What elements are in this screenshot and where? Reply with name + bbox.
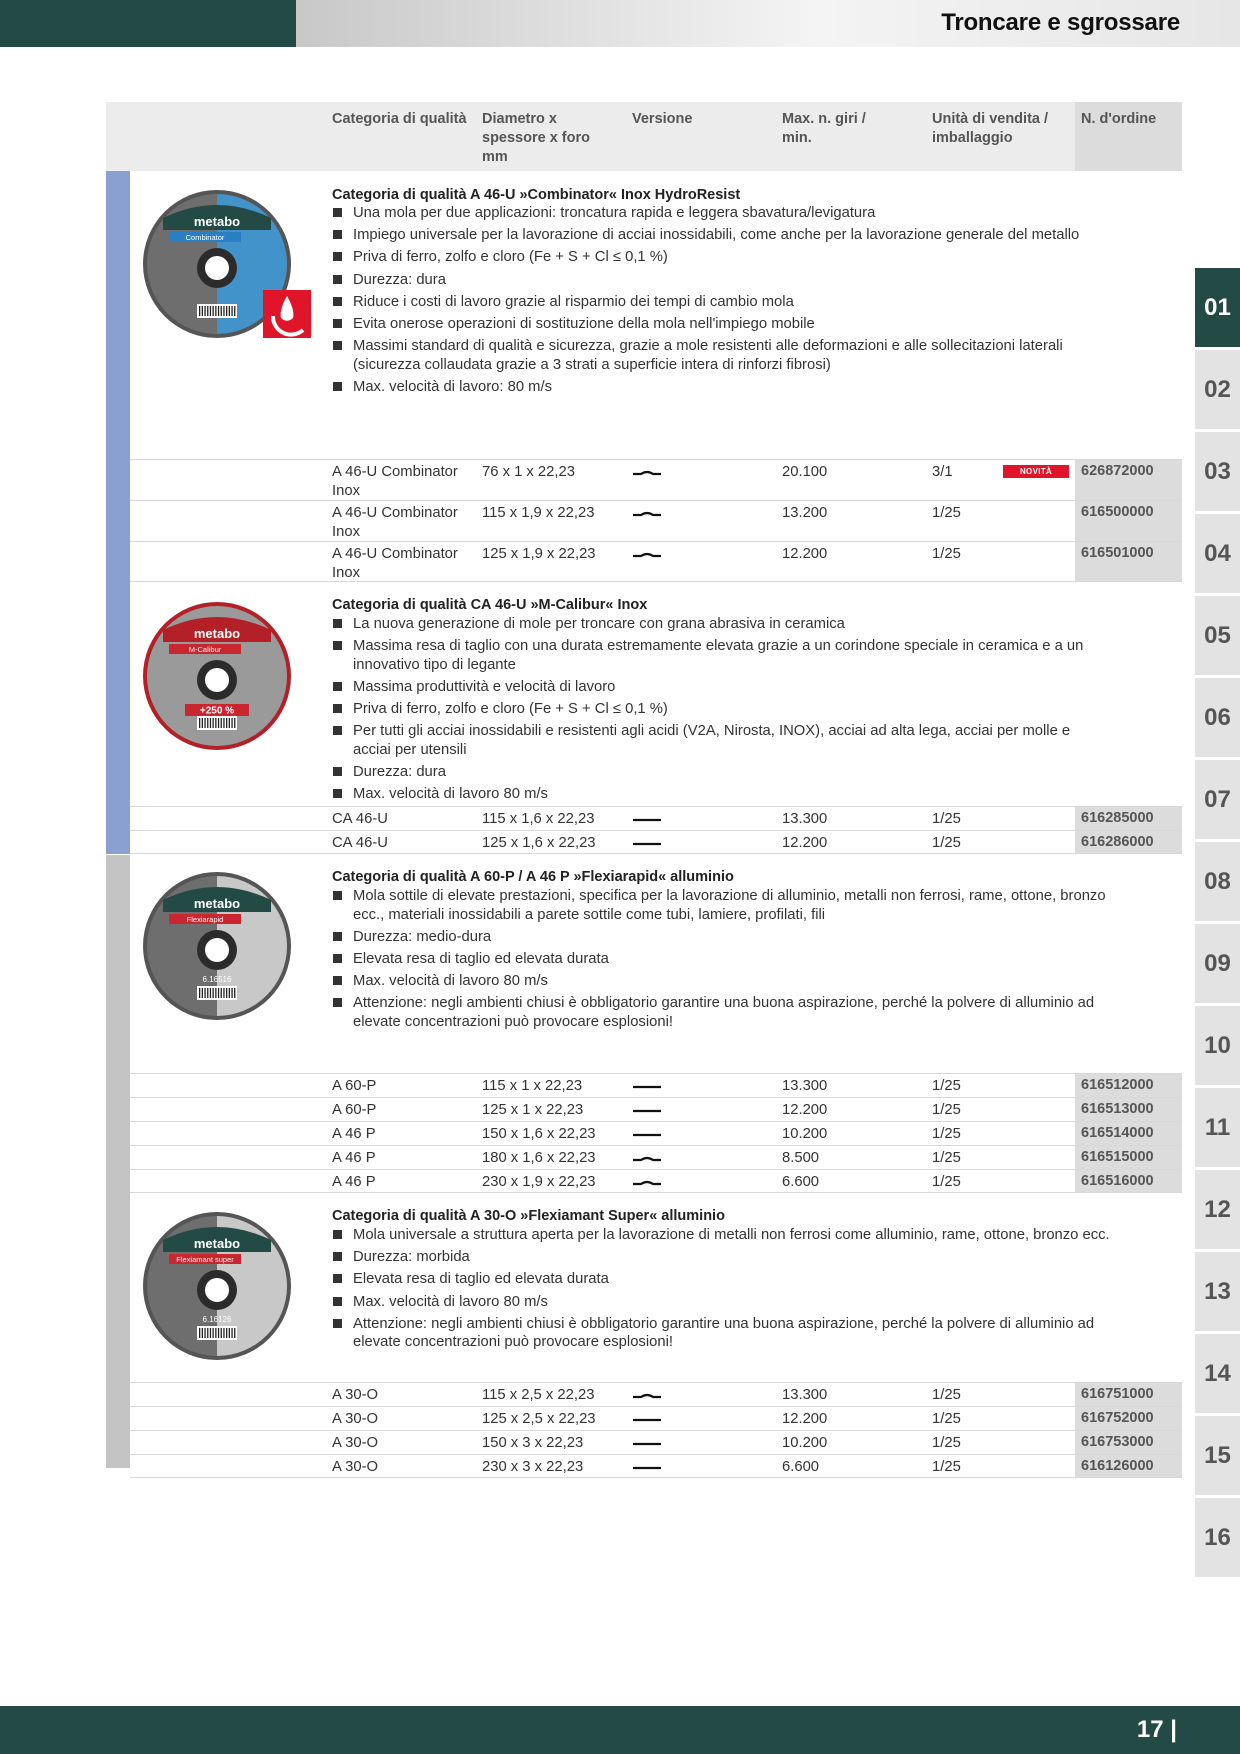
table-row bbox=[130, 1145, 1182, 1169]
section-rail bbox=[106, 855, 130, 1193]
cell-diameter: 125 x 1,9 x 22,23 bbox=[482, 546, 596, 562]
feature-item: Elevata resa di taglio ed elevata durata bbox=[332, 950, 1112, 969]
feature-item: Attenzione: negli ambienti chiusi è obbligatorio garantire una buona aspirazione, perché la polvere di alluminio ad elevate concentrazioni può provocare esplosioni! bbox=[332, 1315, 1112, 1352]
flat-disc-icon bbox=[632, 816, 662, 824]
feature-item: Per tutti gli acciai inossidabili e resistenti agli acidi (V2A, Nirosta, INOX), acciai ad alta lega, acciai per molle e acciai per utensili bbox=[332, 722, 1112, 759]
cell-quality: A 60-P bbox=[332, 1078, 377, 1094]
cell-rpm: 20.100 bbox=[782, 464, 828, 480]
cell-diameter: 125 x 1 x 22,23 bbox=[482, 1102, 584, 1118]
cell-quality: A 30-O bbox=[332, 1459, 379, 1475]
cell-order-number: 616514000 bbox=[1075, 1122, 1182, 1145]
tab-chapter-11[interactable]: 11 bbox=[1195, 1088, 1240, 1167]
cell-order-number: 616752000 bbox=[1075, 1407, 1182, 1430]
cell-quality: A 30-O bbox=[332, 1435, 379, 1451]
cell-quality: A 30-O bbox=[332, 1411, 379, 1427]
cell-diameter: 180 x 1,6 x 22,23 bbox=[482, 1150, 596, 1166]
cell-units: 1/25 bbox=[932, 1435, 961, 1451]
disc-badge-text: +250 % bbox=[199, 705, 235, 717]
feature-list bbox=[332, 204, 1112, 400]
section-title: Categoria di qualità A 30-O »Flexiamant Super« alluminio bbox=[332, 1208, 725, 1224]
disc-brand-text: metabo bbox=[193, 214, 241, 229]
cell-quality: A 46-U Combinator Inox bbox=[332, 546, 458, 581]
flat-disc-icon bbox=[632, 1416, 662, 1424]
cell-quality: A 46 P bbox=[332, 1174, 376, 1190]
cell-rpm: 8.500 bbox=[782, 1150, 820, 1166]
tab-chapter-04[interactable]: 04 bbox=[1195, 514, 1240, 593]
feature-item: Durezza: medio-dura bbox=[332, 928, 1112, 947]
tab-chapter-12[interactable]: 12 bbox=[1195, 1170, 1240, 1249]
cell-quality: A 60-P bbox=[332, 1102, 377, 1118]
flat-disc-icon bbox=[632, 1131, 662, 1139]
disc-label-text: Flexiamant super bbox=[176, 1255, 234, 1264]
disc-label-text: Flexiarapid bbox=[186, 915, 224, 924]
table-row bbox=[130, 830, 1182, 854]
header-brand-bar bbox=[0, 0, 296, 47]
tab-chapter-02[interactable]: 02 bbox=[1195, 350, 1240, 429]
tab-chapter-10[interactable]: 10 bbox=[1195, 1006, 1240, 1085]
chapter-tabs bbox=[1195, 268, 1240, 1580]
table-row bbox=[130, 541, 1182, 582]
col-units: Unità di vendita / imballaggio bbox=[932, 111, 1049, 146]
feature-item: Max. velocità di lavoro: 80 m/s bbox=[332, 378, 1112, 397]
cell-units: 1/25 bbox=[932, 811, 961, 827]
cell-diameter: 125 x 1,6 x 22,23 bbox=[482, 835, 596, 851]
cell-quality: A 46-U Combinator Inox bbox=[332, 464, 458, 499]
cell-quality: A 46 P bbox=[332, 1150, 376, 1166]
table-row bbox=[130, 1454, 1182, 1478]
disc-label-text: M-Calibur bbox=[188, 645, 222, 654]
cell-order-number: 616513000 bbox=[1075, 1098, 1182, 1121]
cell-diameter: 230 x 3 x 22,23 bbox=[482, 1459, 584, 1475]
section-title: Categoria di qualità A 46-U »Combinator« Inox HydroResist bbox=[332, 187, 741, 203]
tab-chapter-01[interactable]: 01 bbox=[1195, 268, 1240, 347]
cell-rpm: 13.200 bbox=[782, 505, 828, 521]
cell-units: 1/25 bbox=[932, 1078, 961, 1094]
table-header bbox=[106, 102, 1182, 171]
feature-item: Impiego universale per la lavorazione di acciai inossidabili, come anche per la lavorazione generale del metallo bbox=[332, 226, 1112, 245]
cell-order-number: 626872000 bbox=[1075, 460, 1182, 500]
col-version: Versione bbox=[632, 111, 693, 127]
depressed-centre-icon bbox=[632, 551, 662, 559]
table-row bbox=[130, 1430, 1182, 1454]
cell-quality: A 46-U Combinator Inox bbox=[332, 505, 458, 540]
cell-diameter: 150 x 3 x 22,23 bbox=[482, 1435, 584, 1451]
cell-diameter: 115 x 2,5 x 22,23 bbox=[482, 1387, 595, 1403]
section-title: Categoria di qualità CA 46-U »M-Calibur« Inox bbox=[332, 597, 648, 613]
tab-chapter-07[interactable]: 07 bbox=[1195, 760, 1240, 839]
cell-diameter: 125 x 2,5 x 22,23 bbox=[482, 1411, 596, 1427]
feature-item: Massimi standard di qualità e sicurezza, grazie a mole resistenti alle deformazioni e alle sollecitazioni laterali (sicurezza collaudata grazie a 3 strati a superficie intera di rinforzi fibrosi) bbox=[332, 337, 1112, 374]
novelty-badge: NOVITÀ bbox=[1003, 465, 1069, 478]
table-row bbox=[130, 1097, 1182, 1121]
cell-units: 1/25 bbox=[932, 1387, 961, 1403]
feature-item: Mola sottile di elevate prestazioni, specifica per la lavorazione di alluminio, metalli non ferrosi, rame, ottone, bronzo ecc., materiali inossidabili a parete sottile come tubi, lamiere, profilati, fili bbox=[332, 887, 1112, 924]
cell-quality: CA 46-U bbox=[332, 835, 388, 851]
cell-order-number: 616286000 bbox=[1075, 831, 1182, 853]
cell-rpm: 6.600 bbox=[782, 1174, 820, 1190]
cell-rpm: 13.300 bbox=[782, 811, 828, 827]
feature-item: Max. velocità di lavoro 80 m/s bbox=[332, 972, 1112, 991]
feature-item: Massima produttività e velocità di lavoro bbox=[332, 678, 1112, 697]
disc-code-text: 6.16516 bbox=[202, 975, 232, 984]
flat-disc-icon bbox=[632, 840, 662, 848]
feature-item: La nuova generazione di mole per troncare con grana abrasiva in ceramica bbox=[332, 615, 1112, 634]
cell-rpm: 12.200 bbox=[782, 1411, 828, 1427]
table-row bbox=[130, 1121, 1182, 1145]
cell-rpm: 13.300 bbox=[782, 1387, 828, 1403]
cell-units: 3/1 bbox=[932, 464, 953, 480]
table-row bbox=[130, 1406, 1182, 1430]
feature-item: Durezza: dura bbox=[332, 763, 1112, 782]
flat-disc-icon bbox=[632, 1107, 662, 1115]
tab-chapter-09[interactable]: 09 bbox=[1195, 924, 1240, 1003]
feature-list bbox=[332, 615, 1112, 808]
cell-diameter: 150 x 1,6 x 22,23 bbox=[482, 1126, 596, 1142]
cell-order-number: 616751000 bbox=[1075, 1383, 1182, 1406]
tab-chapter-13[interactable]: 13 bbox=[1195, 1252, 1240, 1331]
feature-item: Durezza: morbida bbox=[332, 1248, 1112, 1267]
tab-chapter-14[interactable]: 14 bbox=[1195, 1334, 1240, 1413]
section-rail bbox=[106, 582, 130, 854]
page-number: 17 | bbox=[1136, 1716, 1177, 1743]
feature-item: Riduce i costi di lavoro grazie al risparmio dei tempi di cambio mola bbox=[332, 293, 1112, 312]
disc-brand-text: metabo bbox=[193, 896, 241, 911]
disc-label-text: Combinator bbox=[185, 233, 225, 242]
table-row bbox=[130, 1169, 1182, 1193]
feature-list bbox=[332, 887, 1112, 1035]
cell-order-number: 616285000 bbox=[1075, 807, 1182, 830]
cell-units: 1/25 bbox=[932, 505, 961, 521]
cell-order-number: 616500000 bbox=[1075, 501, 1182, 541]
feature-item: Evita onerose operazioni di sostituzione della mola nell'impiego mobile bbox=[332, 315, 1112, 334]
tab-chapter-06[interactable]: 06 bbox=[1195, 678, 1240, 757]
cell-diameter: 76 x 1 x 22,23 bbox=[482, 464, 575, 480]
cell-units: 1/25 bbox=[932, 1126, 961, 1142]
depressed-centre-icon bbox=[632, 1155, 662, 1163]
cell-units: 1/25 bbox=[932, 835, 961, 851]
cell-order-number: 616512000 bbox=[1075, 1074, 1182, 1097]
cell-order-number: 616516000 bbox=[1075, 1170, 1182, 1192]
cell-quality: A 30-O bbox=[332, 1387, 379, 1403]
cell-order-number: 616753000 bbox=[1075, 1431, 1182, 1454]
disc-code-text: 6.16126 bbox=[202, 1315, 232, 1324]
table-row bbox=[130, 1073, 1182, 1097]
cell-units: 1/25 bbox=[932, 1411, 961, 1427]
feature-item: Durezza: dura bbox=[332, 271, 1112, 290]
cell-units: 1/25 bbox=[932, 1459, 961, 1475]
section-rail bbox=[106, 171, 130, 582]
footer-bar bbox=[0, 1706, 1240, 1754]
cell-order-number: 616126000 bbox=[1075, 1455, 1182, 1477]
cell-rpm: 10.200 bbox=[782, 1126, 828, 1142]
tab-chapter-16[interactable]: 16 bbox=[1195, 1498, 1240, 1577]
tab-chapter-15[interactable]: 15 bbox=[1195, 1416, 1240, 1495]
product-disc-image bbox=[141, 600, 293, 752]
feature-item: Priva di ferro, zolfo e cloro (Fe + S + Cl ≤ 0,1 %) bbox=[332, 700, 1112, 719]
tab-chapter-08[interactable]: 08 bbox=[1195, 842, 1240, 921]
cell-units: 1/25 bbox=[932, 1102, 961, 1118]
feature-item: Massima resa di taglio con una durata estremamente elevata grazie a un corindone speciale in ceramica e a un innovativo tipo di legante bbox=[332, 637, 1112, 674]
product-disc-image bbox=[141, 1210, 293, 1362]
cell-rpm: 12.200 bbox=[782, 1102, 828, 1118]
cell-units: 1/25 bbox=[932, 1174, 961, 1190]
header-bar bbox=[296, 0, 1240, 47]
tab-chapter-03[interactable]: 03 bbox=[1195, 432, 1240, 511]
flat-disc-icon bbox=[632, 1083, 662, 1091]
section-title: Categoria di qualità A 60-P / A 46 P »Flexiarapid« alluminio bbox=[332, 869, 734, 885]
cell-rpm: 13.300 bbox=[782, 1078, 828, 1094]
feature-item: Priva di ferro, zolfo e cloro (Fe + S + Cl ≤ 0,1 %) bbox=[332, 248, 1112, 267]
depressed-centre-icon bbox=[632, 510, 662, 518]
feature-item: Max. velocità di lavoro 80 m/s bbox=[332, 1293, 1112, 1312]
section-rail bbox=[106, 1193, 130, 1468]
hydroresist-icon bbox=[263, 290, 311, 338]
table-row bbox=[130, 806, 1182, 830]
feature-item: Una mola per due applicazioni: troncatura rapida e leggera sbavatura/levigatura bbox=[332, 204, 1112, 223]
cell-rpm: 6.600 bbox=[782, 1459, 820, 1475]
depressed-centre-icon bbox=[632, 1392, 662, 1400]
cell-diameter: 230 x 1,9 x 22,23 bbox=[482, 1174, 596, 1190]
depressed-centre-icon bbox=[632, 469, 662, 477]
disc-brand-text: metabo bbox=[193, 1236, 241, 1251]
col-diameter: Diametro x spessore x foro mm bbox=[482, 111, 590, 165]
cell-diameter: 115 x 1,9 x 22,23 bbox=[482, 505, 595, 521]
cell-quality: CA 46-U bbox=[332, 811, 388, 827]
cell-rpm: 12.200 bbox=[782, 835, 828, 851]
cell-quality: A 46 P bbox=[332, 1126, 376, 1142]
cell-units: 1/25 bbox=[932, 1150, 961, 1166]
page-title: Troncare e sgrossare bbox=[941, 9, 1180, 36]
table-row bbox=[130, 1382, 1182, 1406]
table-row bbox=[130, 500, 1182, 541]
cell-order-number: 616515000 bbox=[1075, 1146, 1182, 1169]
cell-order-number: 616501000 bbox=[1075, 542, 1182, 581]
col-rpm: Max. n. giri / min. bbox=[782, 111, 866, 146]
table-row bbox=[130, 459, 1182, 500]
flat-disc-icon bbox=[632, 1440, 662, 1448]
feature-list bbox=[332, 1226, 1112, 1356]
feature-item: Attenzione: negli ambienti chiusi è obbligatorio garantire una buona aspirazione, perché la polvere di alluminio ad elevate concentrazioni può provocare esplosioni! bbox=[332, 994, 1112, 1031]
col-order: N. d'ordine bbox=[1081, 111, 1157, 127]
flat-disc-icon bbox=[632, 1464, 662, 1472]
feature-item: Elevata resa di taglio ed elevata durata bbox=[332, 1270, 1112, 1289]
disc-brand-text: metabo bbox=[193, 626, 241, 641]
col-quality: Categoria di qualità bbox=[332, 111, 467, 127]
feature-item: Mola universale a struttura aperta per la lavorazione di metalli non ferrosi come alluminio, rame, ottone, bronzo ecc. bbox=[332, 1226, 1112, 1245]
cell-diameter: 115 x 1 x 22,23 bbox=[482, 1078, 583, 1094]
tab-chapter-05[interactable]: 05 bbox=[1195, 596, 1240, 675]
feature-item: Max. velocità di lavoro 80 m/s bbox=[332, 785, 1112, 804]
cell-diameter: 115 x 1,6 x 22,23 bbox=[482, 811, 595, 827]
cell-units: 1/25 bbox=[932, 546, 961, 562]
cell-rpm: 12.200 bbox=[782, 546, 828, 562]
cell-rpm: 10.200 bbox=[782, 1435, 828, 1451]
product-disc-image bbox=[141, 870, 293, 1022]
depressed-centre-icon bbox=[632, 1179, 662, 1187]
